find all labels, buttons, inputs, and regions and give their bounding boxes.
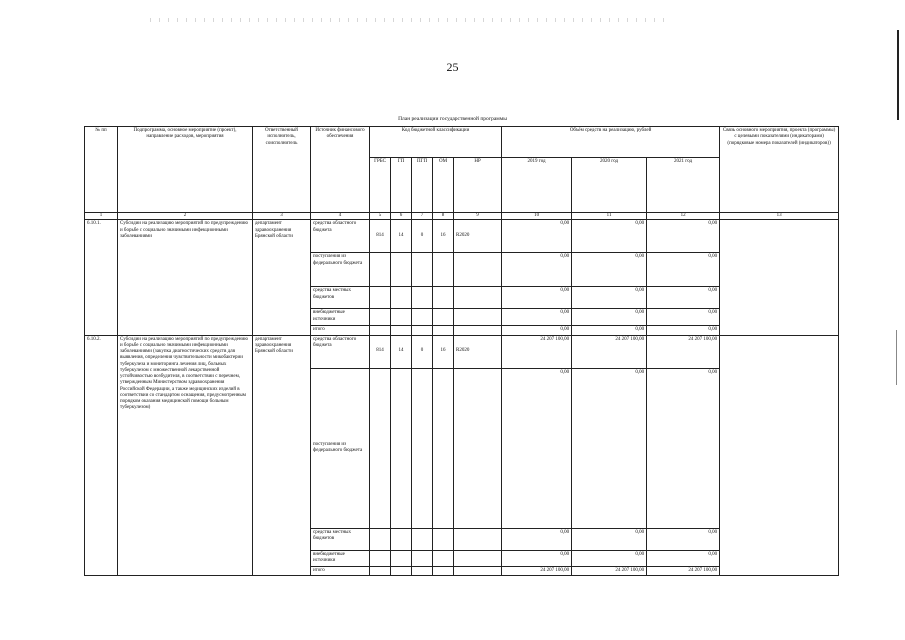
row-source: средства местных бюджетов xyxy=(311,528,370,550)
scan-edge-mark xyxy=(896,330,897,385)
row-2021: 0,00 xyxy=(647,253,720,287)
row-2021: 0,00 xyxy=(647,368,720,528)
row-2019: 0,00 xyxy=(502,528,572,550)
row-source: внебюджетные источники xyxy=(311,309,370,326)
row-2021: 0,00 xyxy=(647,528,720,550)
row-2021: 0,00 xyxy=(647,309,720,326)
row-np: R2020 xyxy=(454,220,502,253)
row-2019: 0,00 xyxy=(502,368,572,528)
header-grbs: ГРБС xyxy=(370,158,391,213)
row-gp: 14 xyxy=(391,220,412,253)
column-number: 3 xyxy=(253,213,311,220)
row-2020: 0,00 xyxy=(572,326,647,335)
row-responsible: департамент здравоохранения Брянской области xyxy=(253,335,311,575)
column-number: 12 xyxy=(647,213,720,220)
row-source: поступления из федерального бюджета xyxy=(311,253,370,287)
row-2019: 24 207 100,00 xyxy=(502,566,572,575)
header-budget-code: Код бюджетной классификации xyxy=(370,127,502,158)
column-number: 8 xyxy=(433,213,454,220)
row-2019: 0,00 xyxy=(502,309,572,326)
header-2020: 2020 год xyxy=(572,158,647,213)
row-2019: 0,00 xyxy=(502,550,572,566)
row-source: внебюджетные источники xyxy=(311,550,370,566)
column-number: 9 xyxy=(454,213,502,220)
table-row xyxy=(85,220,839,253)
column-number: 5 xyxy=(370,213,391,220)
row-2020: 0,00 xyxy=(572,550,647,566)
column-number: 13 xyxy=(720,213,839,220)
column-number: 6 xyxy=(391,213,412,220)
header-2021: 2021 год xyxy=(647,158,720,213)
row-2021: 0,00 xyxy=(647,220,720,253)
row-2020: 0,00 xyxy=(572,528,647,550)
row-num: 6.10.2. xyxy=(85,335,118,575)
row-activity: Субсидии на реализацию мероприятий по предупреждению и борьбе с социально значимыми инфекционными заболеваниями xyxy=(118,220,253,335)
row-2020: 0,00 xyxy=(572,368,647,528)
header-subprogram: Подпрограмма, основное мероприятие (проект), направление расходов, мероприятия xyxy=(118,127,253,213)
header-2019: 2019 год xyxy=(502,158,572,213)
row-gp: 14 xyxy=(391,335,412,368)
row-responsible: департамент здравоохранения Брянской области xyxy=(253,220,311,335)
row-activity: Субсидии на реализацию мероприятий по предупреждению и борьбе с социально значимыми инфекционными заболеваниями (закупка диагностических средств для выявления, определения чувствительности микобактерии туберкулеза и мониторинга лечения лиц, больных туберкулезом с множественной лекарственной устойчивостью возбудителя, в соответствии с перечнем, утвержденным Министерством здравоохранения Российской Федерации, а также медицинских изделий в соответствии со стандартом оснащения, предусмотренным порядком оказания медицинской помощи больным туберкулезом) xyxy=(118,335,253,575)
row-2021: 0,00 xyxy=(647,287,720,309)
document-title: План реализации государственной программы xyxy=(398,116,507,122)
row-2019: 24 207 100,00 xyxy=(502,335,572,368)
row-grbs: 814 xyxy=(370,335,391,368)
row-pgp: 0 xyxy=(412,335,433,368)
column-number: 2 xyxy=(118,213,253,220)
row-2021: 24 207 100,00 xyxy=(647,335,720,368)
row-source: поступления из федерального бюджета xyxy=(311,368,370,528)
row-link xyxy=(720,335,839,575)
header-source: Источник финансового обеспечения xyxy=(311,127,370,213)
row-2021: 0,00 xyxy=(647,550,720,566)
plan-table xyxy=(84,126,839,576)
header-np: НР xyxy=(454,158,502,213)
row-2020: 0,00 xyxy=(572,253,647,287)
column-number: 11 xyxy=(572,213,647,220)
row-2019: 0,00 xyxy=(502,253,572,287)
header-amount: Объём средств на реализацию, рублей xyxy=(502,127,720,158)
column-number: 10 xyxy=(502,213,572,220)
row-source: средства местных бюджетов xyxy=(311,287,370,309)
header-gp: ГП xyxy=(391,158,412,213)
column-number: 7 xyxy=(412,213,433,220)
row-2020: 24 207 100,00 xyxy=(572,566,647,575)
row-2020: 24 207 100,00 xyxy=(572,335,647,368)
row-source: итого xyxy=(311,566,370,575)
table-row xyxy=(85,335,839,368)
row-2021: 0,00 xyxy=(647,326,720,335)
column-number: 4 xyxy=(311,213,370,220)
row-source: средства областного бюджета xyxy=(311,335,370,368)
row-om: 16 xyxy=(433,220,454,253)
column-number-row xyxy=(85,213,839,220)
row-2020: 0,00 xyxy=(572,287,647,309)
header-num: № пп xyxy=(85,127,118,213)
row-np: R2020 xyxy=(454,335,502,368)
row-link xyxy=(720,220,839,335)
row-2019: 0,00 xyxy=(502,220,572,253)
header-om: ОМ xyxy=(433,158,454,213)
row-num: 6.10.1. xyxy=(85,220,118,335)
row-pgp: 0 xyxy=(412,220,433,253)
row-om: 16 xyxy=(433,335,454,368)
column-number: 1 xyxy=(85,213,118,220)
row-2019: 0,00 xyxy=(502,326,572,335)
row-2020: 0,00 xyxy=(572,309,647,326)
row-2021: 24 207 100,00 xyxy=(647,566,720,575)
row-2019: 0,00 xyxy=(502,287,572,309)
row-source: итого xyxy=(311,326,370,335)
row-source: средства областного бюджета xyxy=(311,220,370,253)
header-pgp: ПГП xyxy=(412,158,433,213)
scan-edge-mark xyxy=(897,30,899,120)
row-2020: 0,00 xyxy=(572,220,647,253)
page-number: 25 xyxy=(446,60,459,74)
header-link: Связь основного мероприятия, проекта (программы) с целевыми показателями (индикаторами) (порядковые номера показателей (индикаторов)) xyxy=(720,127,839,213)
row-grbs: 814 xyxy=(370,220,391,253)
header-responsible: Ответственный исполнитель, соисполнитель xyxy=(253,127,311,213)
scan-artifact xyxy=(150,18,670,22)
